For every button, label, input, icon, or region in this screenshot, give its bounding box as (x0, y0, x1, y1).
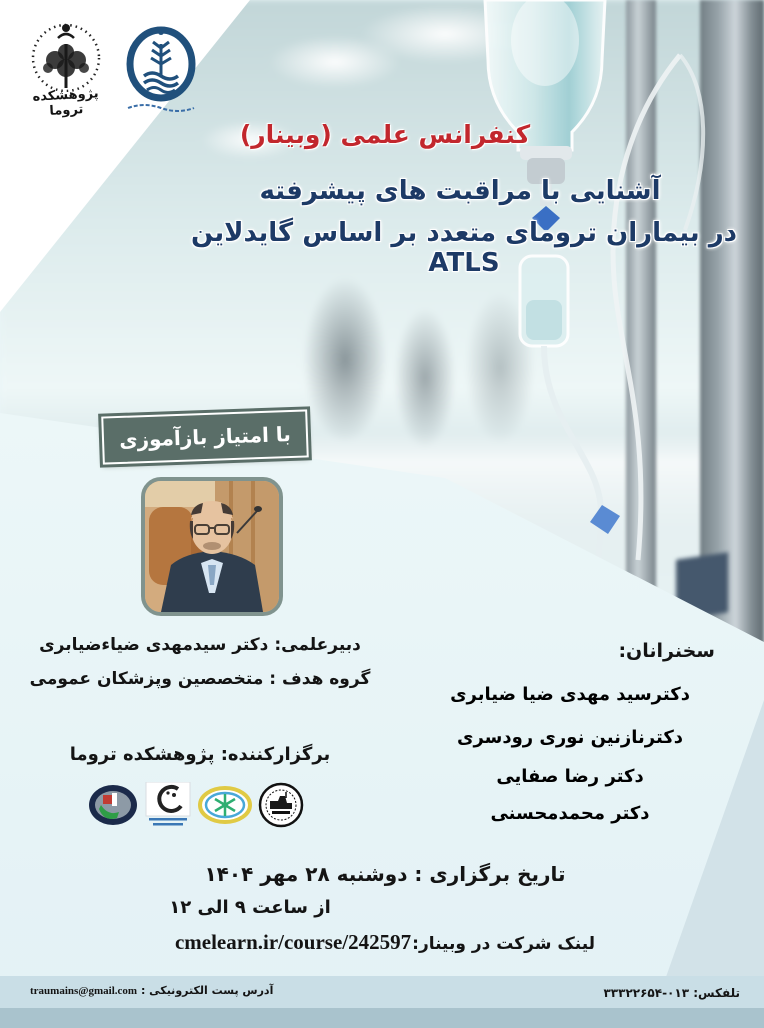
webinar-link-label: لینک شرکت در وبینار: (412, 934, 596, 954)
secretary-portrait-photo (141, 477, 283, 616)
trauma-institute-logo (22, 18, 110, 92)
email-label: آدرس پست الکترونیکی : (140, 984, 274, 997)
conference-type-title: کنفرانس علمی (وبینار) (239, 120, 531, 149)
speaker-name-2: دکترنازنین نوری رودسری (456, 727, 684, 748)
university-logo (120, 26, 202, 118)
event-date-line: تاریخ برگزاری : دوشنبه ۲۸ مهر ۱۴۰۴ (204, 862, 566, 886)
speaker-name-4: دکتر محمدمحسنی (490, 803, 650, 824)
email-address: traumains@gmail.com (30, 985, 138, 997)
event-time-line: از ساعت ۹ الی ۱۲ (169, 897, 331, 918)
target-group-line: گروه هدف : متخصصین وپزشکان عمومی (29, 669, 371, 689)
retraining-credit-badge: با امتیاز بازآموزی (101, 409, 309, 464)
organizer-line: برگزارکننده: پژوهشکده تروما (69, 744, 331, 765)
telefax-line: تلفکس: ۰۱۳-۳۳۳۲۲۶۵۴ (603, 986, 740, 1000)
secretary-block (22, 628, 378, 696)
main-title-line1: آشنایی با مراقبت های پیشرفته (259, 176, 661, 206)
scientific-secretary-line: دبیرعلمی: دکتر سیدمهدی ضیاءضیابری (39, 635, 361, 655)
contact-email-line (30, 984, 273, 997)
footer-strip (0, 1008, 764, 1028)
neuroscience-society-logo (198, 785, 252, 825)
main-title-line2: در بیماران ترومای متعدد بر اساس گایدلاین ATLS (190, 218, 738, 278)
trauma-institute-caption: پژوهشکده تروما (32, 86, 99, 119)
speaker-name-1: دکترسید مهدی ضیا ضیابری (450, 684, 690, 705)
speakers-heading: سخنرانان: (618, 640, 715, 662)
port-university-seal-logo (258, 782, 304, 828)
webinar-link-url: cmelearn.ir/course/242597 (174, 930, 412, 954)
speakers-section (425, 640, 715, 824)
emergency-association-logo (88, 784, 138, 826)
webinar-link-line (85, 930, 685, 955)
swoosh-society-logo (144, 782, 192, 828)
organizer-logos-row (88, 782, 304, 828)
speaker-name-3: دکتر رضا صفایی (496, 766, 644, 787)
